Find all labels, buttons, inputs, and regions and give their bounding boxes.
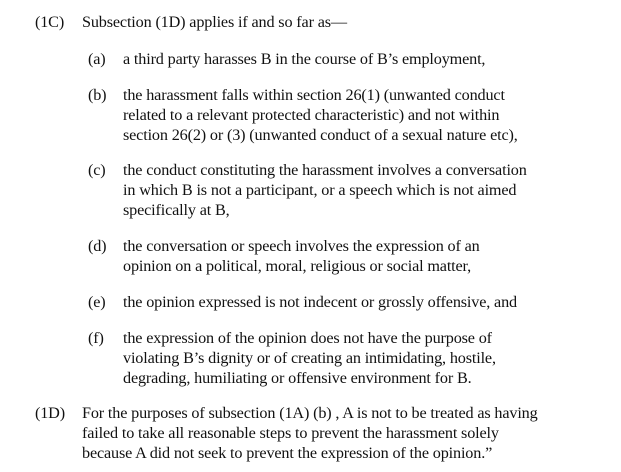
paragraph-line: specifically at B,	[123, 201, 230, 219]
paragraph-line: the conversation or speech involves the expression of an	[123, 237, 480, 255]
paragraph-line: the harassment falls within section 26(1) (unwanted conduct	[123, 86, 505, 104]
paragraph-label: (f)	[88, 329, 104, 347]
paragraph-label: (d)	[88, 237, 107, 255]
subsection-line: because A did not seek to prevent the expression of the opinion.”	[82, 444, 493, 462]
subsection-line: failed to take all reasonable steps to prevent the harassment solely	[82, 424, 499, 442]
paragraph-line: the opinion expressed is not indecent or grossly offensive, and	[123, 293, 517, 311]
paragraph-line: related to a relevant protected characteristic) and not within	[123, 106, 500, 124]
paragraph-label: (e)	[88, 293, 106, 311]
paragraph-label: (b)	[88, 86, 107, 104]
paragraph-line: violating B’s dignity or of creating an intimidating, hostile,	[123, 349, 496, 367]
subsection-number: (1C)	[35, 13, 65, 31]
paragraph-line: in which B is not a participant, or a speech which is not aimed	[123, 181, 517, 199]
paragraph-line: section 26(2) or (3) (unwanted conduct of a sexual nature etc),	[123, 126, 518, 144]
subsection-line: For the purposes of subsection (1A) (b) , A is not to be treated as having	[82, 404, 538, 422]
paragraph-line: a third party harasses B in the course of B’s employment,	[123, 50, 486, 68]
subsection-number: (1D)	[35, 404, 65, 422]
paragraph-label: (a)	[88, 50, 106, 68]
paragraph-label: (c)	[88, 161, 106, 179]
paragraph-line: the conduct constituting the harassment involves a conversation	[123, 161, 527, 179]
paragraph-line: the expression of the opinion does not have the purpose of	[123, 329, 492, 347]
paragraph-line: opinion on a political, moral, religious or social matter,	[123, 257, 472, 275]
subsection-text: Subsection (1D) applies if and so far as—	[82, 13, 347, 31]
paragraph-line: degrading, humiliating or offensive environment for B.	[123, 369, 472, 387]
